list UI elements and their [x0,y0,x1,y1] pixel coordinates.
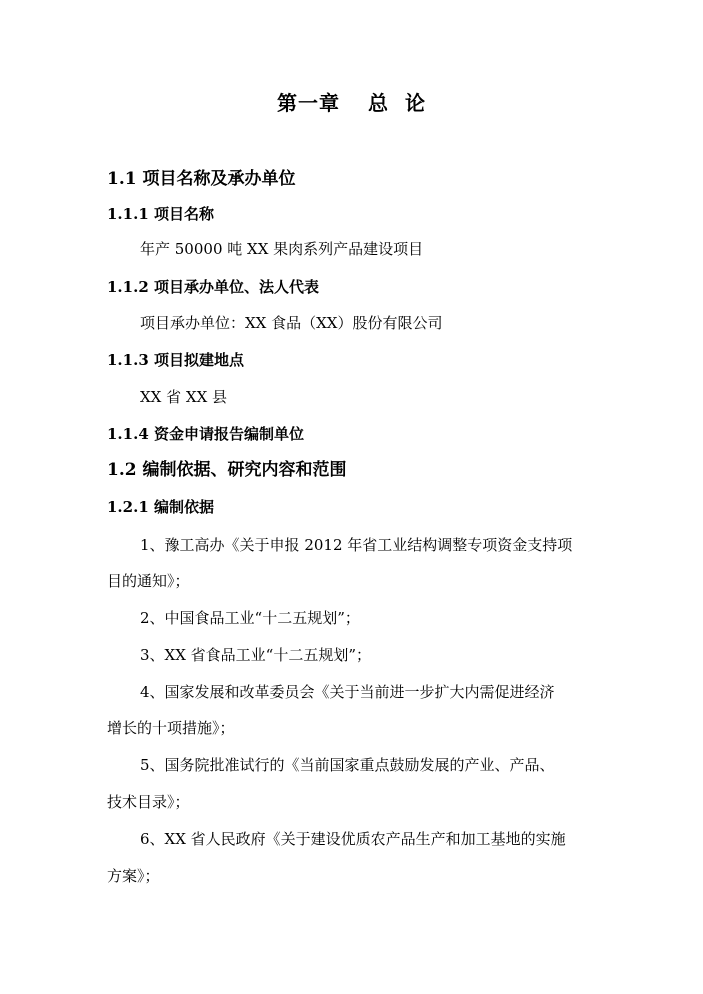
basis-item-5-line2: 技术目录》； [107,793,190,811]
section-1-2-heading: 1.2 编制依据、研究内容和范围 [107,460,347,480]
project-name-text: 年产 50000 吨 XX 果肉系列产品建设项目 [140,240,424,258]
section-1-1-heading: 1.1 项目名称及承办单位 [107,169,296,189]
basis-item-4-line1: 4、国家发展和改革委员会《关于当前进一步扩大内需促进经济 [140,683,555,701]
section-1-1-2-heading: 1.1.2 项目承办单位、法人代表 [107,278,319,296]
chapter-title: 总 论 [368,91,426,115]
chapter-heading [0,93,703,113]
basis-item-6-line1: 6、XX 省人民政府《关于建设优质农产品生产和加工基地的实施 [140,830,566,848]
section-1-1-3-heading: 1.1.3 项目拟建地点 [107,351,244,369]
basis-item-2: 2、中国食品工业“十二五规划”； [140,609,360,627]
chapter-number: 第一章 [277,91,341,115]
project-location-text: XX 省 XX 县 [140,388,228,406]
basis-item-1-line1: 1、豫工高办《关于申报 2012 年省工业结构调整专项资金支持项 [140,536,573,554]
basis-item-4-line2: 增长的十项措施》； [107,719,235,737]
basis-item-5-line1: 5、国务院批准试行的《当前国家重点鼓励发展的产业、产品、 [140,756,555,774]
project-organizer-text: 项目承办单位：XX 食品（XX）股份有限公司 [140,314,443,332]
section-1-2-1-heading: 1.2.1 编制依据 [107,498,214,516]
section-1-1-1-heading: 1.1.1 项目名称 [107,205,214,223]
section-1-1-4-heading: 1.1.4 资金申请报告编制单位 [107,425,304,443]
basis-item-3: 3、XX 省食品工业“十二五规划”； [140,646,372,664]
basis-item-1-line2: 目的通知》； [107,572,190,590]
basis-item-6-line2: 方案》； [107,867,160,885]
